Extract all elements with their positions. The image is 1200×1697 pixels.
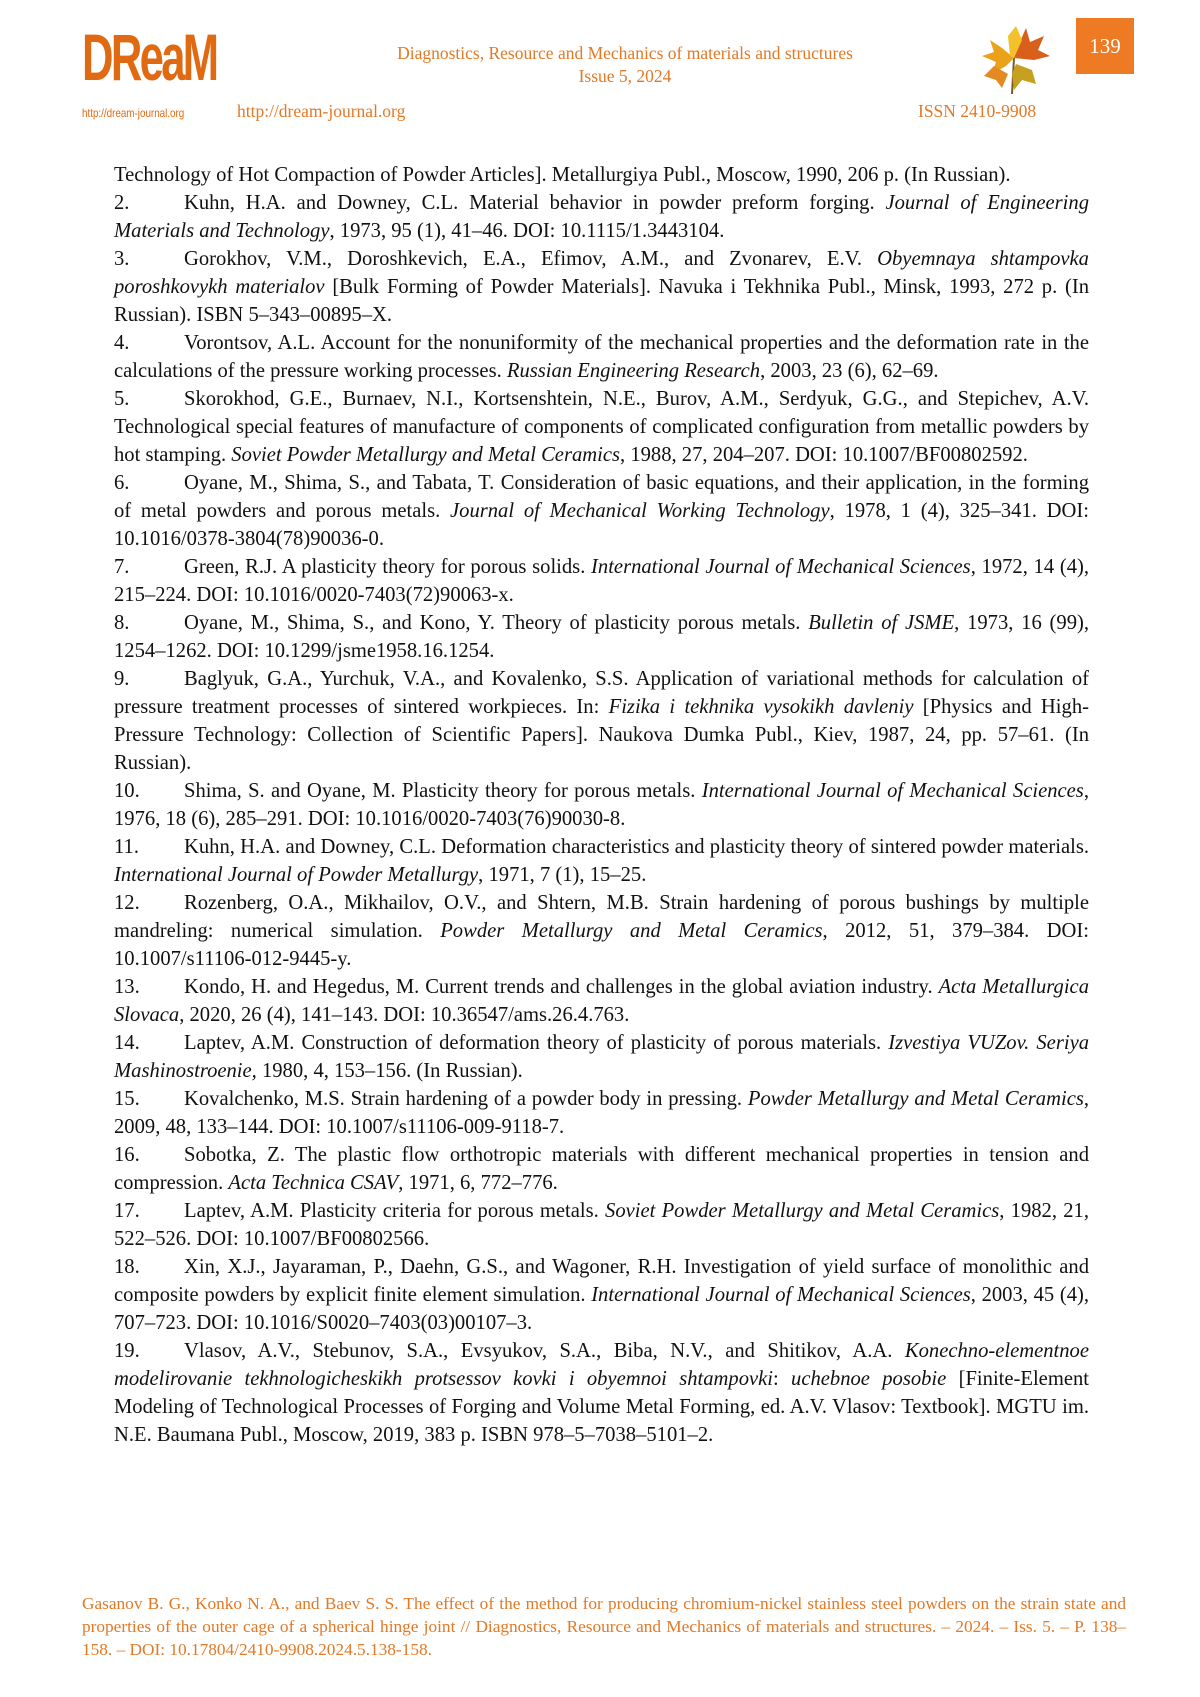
reference-source: International Journal of Mechanical Sciences (701, 780, 1084, 802)
reference-text: , 1973, 95 (1), 41–46. DOI: 10.1115/1.3443104. (329, 220, 725, 242)
reference-text: , 1972, 14 (4), 215–224. DOI: 10.1016/0020-7403(72)90063-x. (114, 556, 1090, 606)
reference-source: uchebnoe posobie (791, 1368, 947, 1390)
reference-item (114, 1253, 1089, 1337)
reference-text: Kuhn, H.A. and Downey, C.L. Material behavior in powder preform forging. (184, 192, 886, 214)
reference-text: , 1971, 7 (1), 15–25. (478, 864, 647, 886)
journal-logo (82, 18, 217, 130)
reference-number: 9. (114, 668, 130, 690)
reference-text: , 2020, 26 (4), 141–143. DOI: 10.36547/ams.26.4.763. (179, 1004, 630, 1026)
reference-number: 6. (114, 472, 130, 494)
reference-number: 12. (114, 892, 140, 914)
reference-number: 8. (114, 612, 130, 634)
reference-item (114, 469, 1089, 553)
reference-source: Soviet Powder Metallurgy and Metal Ceramics (605, 1200, 1000, 1222)
logo-url: http://dream-journal.org (82, 106, 185, 120)
reference-text: Sobotka, Z. The plastic flow orthotropic materials with different mechanical properties in tension and compression. (114, 1144, 1089, 1194)
reference-source: Konechno-elementnoe modelirovanie tekhnologicheskikh protsessov kovki i obyemnoi shtampovki (114, 1340, 1089, 1390)
reference-text: Laptev, A.M. Plasticity criteria for porous metals. (184, 1200, 606, 1222)
reference-text: Oyane, M., Shima, S., and Kono, Y. Theory of plasticity porous metals. (184, 612, 809, 634)
reference-source: International Journal of Powder Metallurgy (114, 864, 479, 886)
reference-source: Acta Metallurgica Slovaca (114, 976, 1089, 1026)
reference-item (114, 973, 1089, 1029)
reference-item (114, 1337, 1089, 1449)
journal-title: Diagnostics, Resource and Mechanics of materials and structures (397, 43, 853, 63)
reference-text: Xin, X.J., Jayaraman, P., Daehn, G.S., and Wagoner, R.H. Investigation of yield surface of monolithic and composite powders by explicit finite element simulation. (114, 1256, 1089, 1306)
reference-source: Russian Engineering Research (506, 360, 761, 382)
reference-text: Oyane, M., Shima, S., and Tabata, T. Consideration of basic equations, and their application, in the forming of metal powders and porous metals. (114, 472, 1089, 522)
reference-number: 5. (114, 388, 130, 410)
reference-item (114, 1085, 1089, 1141)
reference-source: Journal of Mechanical Working Technology (450, 500, 830, 522)
page-number-badge: 139 (1076, 18, 1134, 74)
reference-number: 17. (114, 1200, 140, 1222)
reference-number: 14. (114, 1032, 140, 1054)
reference-number: 15. (114, 1088, 140, 1110)
reference-source: Journal of Engineering Materials and Technology (114, 192, 1090, 242)
citation-footer: Gasanov B. G., Konko N. A., and Baev S. S. The effect of the method for producing chromium-nickel stainless steel powders on the strain state and properties of the outer cage of a spherical hinge joint // Diagnostics, Resource and Mechanics of materials and structures. – 2024. – Iss. 5. – P. 138–158. – DOI: 10.17804/2410-9908.2024.5.138-158. (82, 1594, 1126, 1659)
reference-text: , 1976, 18 (6), 285–291. DOI: 10.1016/0020-7403(76)90030-8. (114, 780, 1089, 830)
reference-number: 2. (114, 192, 130, 214)
reference-text: 1980, 4, 153–156. (In Russian). (256, 1060, 523, 1082)
reference-source: Soviet Powder Metallurgy and Metal Ceramics (231, 444, 621, 466)
reference-text: Green, R.J. A plasticity theory for porous solids. (184, 556, 592, 578)
reference-item (114, 553, 1089, 609)
reference-text: Skorokhod, G.E., Burnaev, N.I., Kortsenshtein, N.E., Burov, A.M., Serdyuk, G.G., and Stepichev, A.V. Technological special features of manufacture of components of complicated configuration from metallic powders by hot stamping. (114, 388, 1089, 466)
reference-number: 4. (114, 332, 130, 354)
reference-source: Fizika i tekhnika vysokikh davleniy (608, 696, 914, 718)
reference-text: , 2012, 51, 379–384. DOI: 10.1007/s11106-012-9445-y. (114, 920, 1089, 970)
reference-text: Vlasov, A.V., Stebunov, S.A., Evsyukov, S.A., Biba, N.V., and Shitikov, A.A. (184, 1340, 905, 1362)
reference-item (114, 833, 1089, 889)
reference-number: 10. (114, 780, 140, 802)
reference-item (114, 777, 1089, 833)
reference-number: 11. (114, 836, 139, 858)
reference-source: Powder Metallurgy and Metal Ceramics (747, 1088, 1084, 1110)
reference-source: Powder Metallurgy and Metal Ceramics (440, 920, 823, 942)
reference-text: Kovalchenko, M.S. Strain hardening of a powder body in pressing. (184, 1088, 748, 1110)
autumn-leaves-icon (972, 18, 1054, 96)
reference-number: 3. (114, 248, 130, 270)
reference-text: [Physics and High-Pressure Technology: Collection of Scientific Papers]. Naukova Dumka Publ., Kiev, 1987, 24, pp. 57–61. (In Russian). (114, 696, 1089, 774)
reference-text: Kondo, H. and Hegedus, M. Current trends and challenges in the global aviation industry. (184, 976, 939, 998)
reference-source: Acta Technica CSAV (228, 1172, 399, 1194)
reference-item (114, 329, 1089, 385)
reference-source: Izvestiya VUZov. Seriya Mashinostroenie, (114, 1032, 1090, 1082)
reference-item (114, 889, 1089, 973)
reference-text: , 1973, 16 (99), 1254–1262. DOI: 10.1299/jsme1958.16.1254. (114, 612, 1089, 662)
reference-source: Obyemnaya shtampovka poroshkovykh materialov (114, 248, 1089, 298)
reference-list (114, 161, 1089, 1449)
reference-source: International Journal of Mechanical Sciences (591, 1284, 971, 1306)
reference-text: , 1971, 6, 772–776. (398, 1172, 558, 1194)
reference-text: Laptev, A.M. Construction of deformation theory of plasticity of porous materials. (184, 1032, 889, 1054)
reference-text: , 2009, 48, 133–144. DOI: 10.1007/s11106-009-9118-7. (114, 1088, 1090, 1138)
reference-source: International Journal of Mechanical Sciences (591, 556, 971, 578)
reference-item (114, 1029, 1089, 1085)
reference-text: Shima, S. and Oyane, M. Plasticity theory for porous metals. (184, 780, 702, 802)
journal-issue: Issue 5, 2024 (578, 66, 672, 86)
logo-wordmark: DReaM (82, 20, 217, 94)
reference-item (114, 1197, 1089, 1253)
reference-text: [Bulk Forming of Powder Materials]. Navuka i Tekhnika Publ., Minsk, 1993, 272 p. (In Russian). ISBN 5–343–00895–X. (114, 276, 1089, 326)
reference-text: , 1978, 1 (4), 325–341. DOI: 10.1016/0378-3804(78)90036-0. (114, 500, 1089, 550)
reference-text: Rozenberg, O.A., Mikhailov, O.V., and Shtern, M.B. Strain hardening of porous bushings by multiple mandreling: numerical simulation. (114, 892, 1089, 942)
reference-text: Gorokhov, V.M., Doroshkevich, E.A., Efimov, A.M., and Zvonarev, E.V. (184, 248, 878, 270)
reference-item (114, 609, 1089, 665)
reference-text: , 1988, 27, 204–207. DOI: 10.1007/BF00802592. (620, 444, 1028, 466)
journal-url-link[interactable]: http://dream-journal.org (237, 101, 406, 121)
reference-text: Vorontsov, A.L. Account for the nonuniformity of the mechanical properties and the deformation rate in the calculations of the pressure working processes. (114, 332, 1089, 382)
reference-text: Kuhn, H.A. and Downey, C.L. Deformation characteristics and plasticity theory of sintered powder materials. (184, 836, 1089, 858)
reference-item (114, 385, 1089, 469)
reference-number: 7. (114, 556, 130, 578)
journal-header (340, 42, 910, 88)
reference-source: Bulletin of JSME (808, 612, 955, 634)
reference-text: : (773, 1368, 792, 1390)
reference-item (114, 161, 1089, 189)
reference-number: 16. (114, 1144, 140, 1166)
reference-item (114, 245, 1089, 329)
reference-text: Technology of Hot Compaction of Powder Articles]. Metallurgiya Publ., Moscow, 1990, 206 p. (In Russian). (114, 164, 1011, 186)
reference-number: 19. (114, 1340, 140, 1362)
reference-item (114, 665, 1089, 777)
reference-text: , 2003, 23 (6), 62–69. (760, 360, 939, 382)
reference-text: , 1982, 21, 522–526. DOI: 10.1007/BF00802566. (114, 1200, 1089, 1250)
reference-number: 18. (114, 1256, 140, 1278)
issn: ISSN 2410-9908 (918, 101, 1037, 121)
reference-text: , 2003, 45 (4), 707–723. DOI: 10.1016/S0020–7403(03)00107–3. (114, 1284, 1089, 1334)
reference-text: Baglyuk, G.A., Yurchuk, V.A., and Kovalenko, S.S. Application of variational methods for calculation of pressure treatment processes of sintered workpieces. In: (114, 668, 1089, 718)
reference-number: 13. (114, 976, 140, 998)
reference-item (114, 1141, 1089, 1197)
reference-item (114, 189, 1089, 245)
reference-text: [Finite-Element Modeling of Technological Processes of Forging and Volume Metal Forming, ed. A.V. Vlasov: Textbook]. MGTU im. N.E. Baumana Publ., Moscow, 2019, 383 p. ISBN 978–5–7038–5101–2. (114, 1368, 1089, 1446)
